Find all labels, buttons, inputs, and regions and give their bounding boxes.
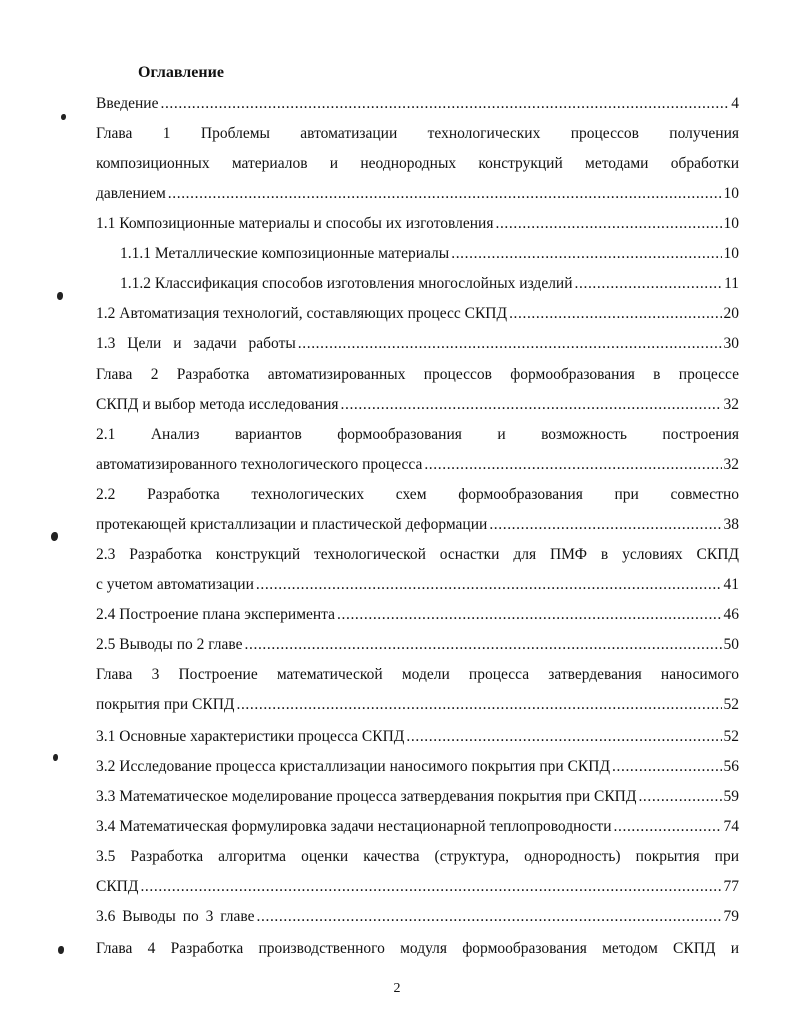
leader-dots	[612, 756, 721, 778]
toc-entry[interactable]	[96, 394, 739, 416]
leader-dots	[140, 876, 721, 898]
toc-entry-page: 52	[723, 728, 739, 745]
scan-mark	[61, 114, 66, 120]
toc-entry[interactable]	[96, 756, 739, 778]
toc-entry-title: с учетом автоматизации	[96, 576, 254, 593]
leader-dots	[406, 726, 721, 748]
toc-entry[interactable]	[96, 816, 739, 838]
toc-entry-page: 30	[723, 335, 739, 352]
toc-entry-title: 1.2 Автоматизация технологий, составляющих процесс СКПД	[96, 305, 508, 322]
toc-entry-page: 20	[723, 305, 739, 322]
toc-entry-title: 2.4 Построение плана эксперимента	[96, 606, 336, 623]
toc-entry[interactable]	[96, 333, 739, 355]
toc-entry-title: 3.6 Выводы по 3 главе	[96, 908, 255, 925]
toc-entry-title: 1.1 Композиционные материалы и способы их изготовления	[96, 215, 494, 232]
toc-entry-title: давлением	[96, 185, 166, 202]
leader-dots	[160, 93, 729, 115]
leader-dots	[575, 273, 723, 295]
toc-entry[interactable]	[96, 726, 739, 748]
toc-entry-line[interactable]: композиционных материалов и неоднородных конструкций методами обработки	[96, 155, 739, 172]
scan-mark	[57, 292, 63, 300]
toc-heading: Оглавление	[138, 64, 224, 81]
toc-entry-page: 32	[723, 396, 739, 413]
toc-entry-page: 41	[723, 576, 739, 593]
toc-entry-page: 38	[723, 516, 739, 533]
leader-dots	[257, 906, 722, 928]
toc-entry-page: 4	[731, 95, 739, 112]
toc-entry[interactable]	[96, 634, 739, 656]
toc-entry-line[interactable]: Глава 1 Проблемы автоматизации технологических процессов получения	[96, 125, 739, 142]
toc-entry[interactable]	[96, 213, 739, 235]
leader-dots	[509, 303, 721, 325]
toc-entry-page: 10	[723, 215, 739, 232]
toc-entry-page: 50	[723, 636, 739, 653]
toc-entry[interactable]	[120, 243, 739, 265]
leader-dots	[256, 574, 722, 596]
leader-dots	[638, 786, 721, 808]
scan-mark	[51, 532, 58, 541]
leader-dots	[337, 604, 721, 626]
toc-entry-line[interactable]: 2.2 Разработка технологических схем формообразования при совместно	[96, 486, 739, 503]
scan-mark	[58, 946, 64, 954]
leader-dots	[424, 454, 721, 476]
toc-entry-title: протекающей кристаллизации и пластической деформации	[96, 516, 488, 533]
toc-entry-title: 1.3 Цели и задачи работы	[96, 335, 296, 352]
toc-entry-page: 10	[723, 185, 739, 202]
leader-dots	[236, 694, 721, 716]
toc-entry-title: 3.1 Основные характеристики процесса СКПД	[96, 728, 405, 745]
toc-entry[interactable]	[96, 303, 739, 325]
toc-entry-page: 32	[723, 456, 739, 473]
toc-entry-line[interactable]: Глава 4 Разработка производственного модуля формообразования методом СКПД и	[96, 940, 739, 957]
toc-entry-title: 3.3 Математическое моделирование процесса затвердевания покрытия при СКПД	[96, 788, 637, 805]
toc-entry-title: 1.1.1 Металлические композиционные материалы	[120, 245, 450, 262]
leader-dots	[341, 394, 722, 416]
toc-entry-title: 3.4 Математическая формулировка задачи нестационарной теплопроводности	[96, 818, 612, 835]
toc-entry-title: 2.5 Выводы по 2 главе	[96, 636, 243, 653]
toc-entry-title: 1.1.2 Классификация способов изготовления многослойных изделий	[120, 275, 573, 292]
toc-entry[interactable]	[120, 273, 739, 295]
toc-entry-page: 11	[724, 275, 739, 292]
leader-dots	[298, 333, 722, 355]
toc-entry-line[interactable]: 3.5 Разработка алгоритма оценки качества (структура, однородность) покрытия при	[96, 848, 739, 865]
toc-entry-page: 74	[723, 818, 739, 835]
toc-entry-title: СКПД и выбор метода исследования	[96, 396, 339, 413]
toc-entry-page: 10	[723, 245, 739, 262]
toc-entry[interactable]	[96, 93, 739, 115]
toc-entry-title: автоматизированного технологического процесса	[96, 456, 423, 473]
toc-entry-title: Введение	[96, 95, 159, 112]
toc-entry-page: 52	[723, 696, 739, 713]
toc-entry-page: 46	[723, 606, 739, 623]
page-number: 2	[393, 981, 401, 996]
toc-entry-line[interactable]: 2.3 Разработка конструкций технологической оснастки для ПМФ в условиях СКПД	[96, 546, 739, 563]
toc-entry-title: покрытия при СКПД	[96, 696, 235, 713]
toc-entry-line[interactable]: Глава 2 Разработка автоматизированных процессов формообразования в процессе	[96, 366, 739, 383]
toc-entry-title: 3.2 Исследование процесса кристаллизации наносимого покрытия при СКПД	[96, 758, 611, 775]
toc-entry[interactable]	[96, 786, 739, 808]
toc-entry[interactable]	[96, 183, 739, 205]
leader-dots	[168, 183, 722, 205]
leader-dots	[495, 213, 721, 235]
toc-entry-page: 79	[723, 908, 739, 925]
leader-dots	[245, 634, 722, 656]
scan-mark	[53, 754, 58, 761]
toc-entry[interactable]	[96, 694, 739, 716]
leader-dots	[489, 514, 721, 536]
toc-entry[interactable]	[96, 454, 739, 476]
toc-entry[interactable]	[96, 574, 739, 596]
toc-entry-line[interactable]: 2.1 Анализ вариантов формообразования и возможность построения	[96, 426, 739, 443]
leader-dots	[451, 243, 721, 265]
toc-entry[interactable]	[96, 514, 739, 536]
leader-dots	[614, 816, 722, 838]
toc-entry-page: 59	[723, 788, 739, 805]
toc-entry[interactable]	[96, 906, 739, 928]
toc-entry-line[interactable]: Глава 3 Построение математической модели процесса затвердевания наносимого	[96, 666, 739, 683]
toc-entry-title: СКПД	[96, 878, 139, 895]
toc-entry-page: 56	[723, 758, 739, 775]
toc-entry-page: 77	[723, 878, 739, 895]
toc-entry[interactable]	[96, 604, 739, 626]
toc-entry[interactable]	[96, 876, 739, 898]
